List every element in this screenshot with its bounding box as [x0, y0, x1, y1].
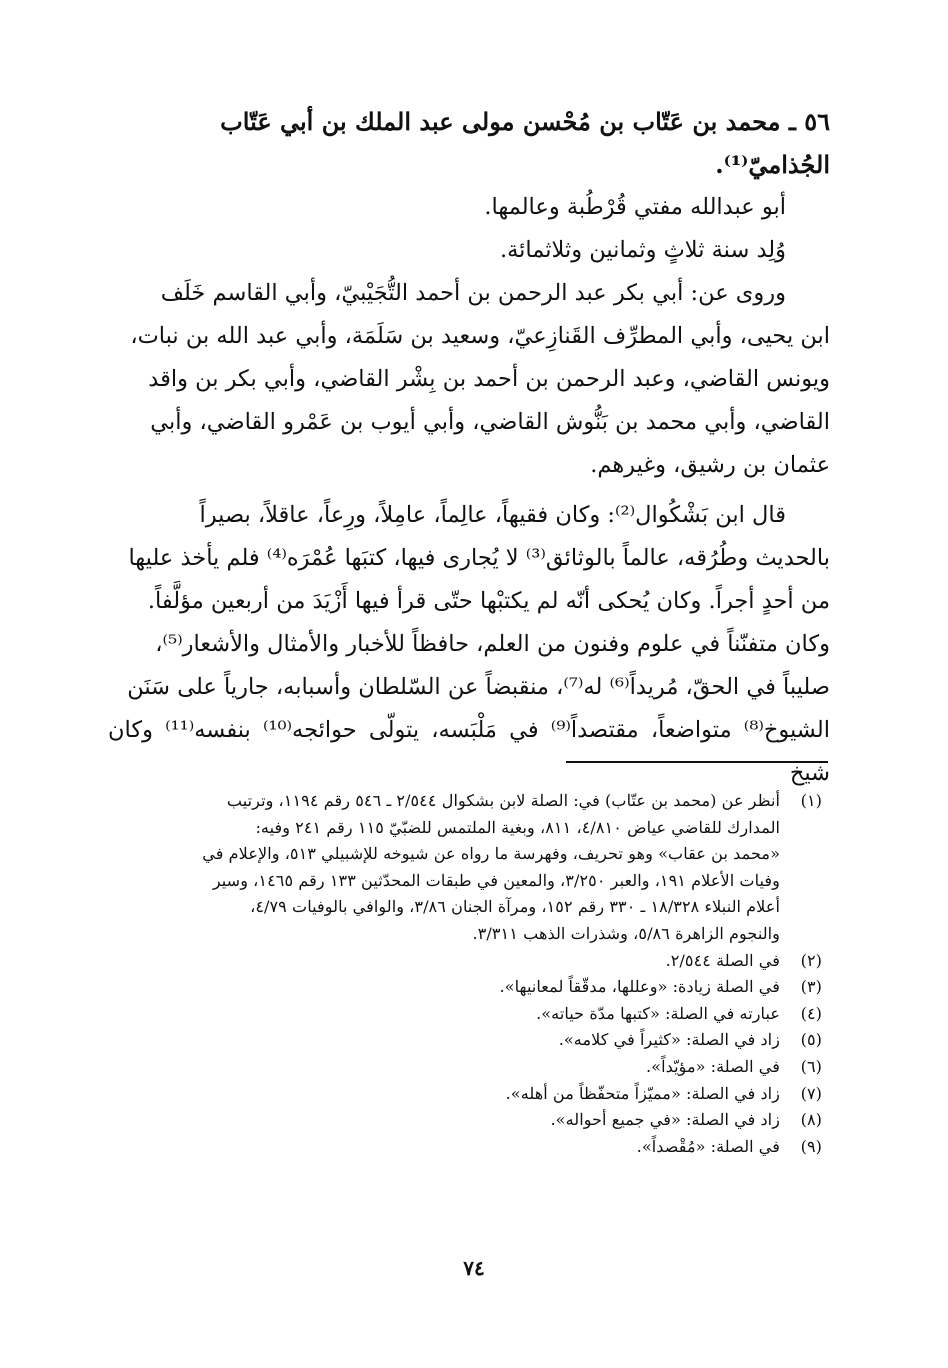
footnote-text: في الصلة: «مُقْصداً». [636, 1136, 780, 1156]
footnote-number: (٣) [800, 977, 822, 997]
ibn-bashkuwal-line-2: بالحديث وطُرُقه، عالماً بالوثائق⁽³⁾ لا يُجارى فيها، كتبَها عُمْرَه⁽⁴⁾ فلم يأخذ عليها [128, 545, 830, 571]
ibn-bashkuwal-line-1: قال ابن بَشْكُوال⁽²⁾: وكان فقيهاً، عالِماً، عامِلاً، ورِعاً، عاقلاً، بصيراً [199, 502, 786, 528]
narrated-from-line-4: القاضي، وأبي محمد بن بَنُّوش القاضي، وأبي أيوب بن عَمْرو القاضي، وأبي [150, 409, 830, 435]
footnote-line: وفيات الأعلام ١٩١، والعبر ٣/٢٥٠، والمعين في طبقات المحدّثين ١٣٣ رقم ١٤٦٥، وسير [212, 870, 780, 890]
narrated-from-line-5: عثمان بن رشيق، وغيرهم. [590, 452, 830, 478]
footnote-text: زاد في الصلة: «كثيراً في كلامه». [558, 1030, 780, 1050]
footnote-1 [108, 788, 830, 948]
footnote-line: أنظر عن (محمد بن عتّاب) في: الصلة لابن بشكوال ٢/٥٤٤ ـ ٥٤٦ رقم ١١٩٤، وترتيب [226, 791, 780, 810]
footnote-line: أعلام النبلاء ١٨/٣٢٨ ـ ٣٣٠ رقم ١٥٢، ومرآة الجنان ٣/٨٦، والوافي بالوفيات ٤/٧٩، [250, 897, 780, 917]
footnote-number: (٦) [800, 1056, 822, 1076]
ibn-bashkuwal-line-3: من أحدٍ أجراً. وكان يُحكى أنّه لم يكتبْها حتّى قرأ فيها أَزْيَدَ من أربعين مؤلَّفاً. [147, 588, 830, 614]
footnote-number: (٤) [800, 1003, 822, 1023]
entry-heading-line-2: الجُذاميّ⁽¹⁾. [715, 150, 830, 179]
footnote-text: في الصلة: «مؤيّداً». [646, 1056, 780, 1076]
footnote-text: زاد في الصلة: «مميّزاً متحفّظاً من أهله». [505, 1083, 780, 1103]
page-number: ٧٤ [463, 1256, 485, 1280]
entry-heading-line-1: ٥٦ ـ محمد بن عَتّاب بن مُحْسن مولى عبد الملك بن أبي عَتّاب [220, 107, 830, 136]
footnote-number: (٩) [800, 1136, 822, 1156]
footnote-2 [108, 948, 830, 975]
ibn-bashkuwal-line-6: الشيوخ⁽⁸⁾ متواضعاً، مقتصداً⁽⁹⁾ في مَلْبَسه، يتولّى حوائجه⁽¹⁰⁾ بنفسه⁽¹¹⁾ وكان شيخ [108, 717, 830, 786]
footnote-number: (١) [800, 791, 822, 810]
narrated-from-line-1: وروى عن: أبي بكر عبد الرحمن بن أحمد التُّجَيْبيّ، وأبي القاسم خَلَف [160, 280, 786, 306]
footnote-line: المدارك للقاضي عياض ٤/٨١٠، ٨١١، وبغية الملتمس للضبّيّ ١١٥ رقم ٢٤١ وفيه: [255, 817, 780, 837]
footnote-text: زاد في الصلة: «في جميع أحواله». [550, 1110, 780, 1130]
footnotes [108, 788, 830, 1160]
footnote-line: «محمد بن عقاب» وهو تحريف، وفهرسة ما رواه عن شيوخه للإشبيلي ٥١٣، والإعلام في [202, 844, 780, 864]
footnote-3 [108, 974, 830, 1001]
footnote-number: (٧) [800, 1083, 822, 1103]
footnote-number: (٢) [800, 950, 822, 970]
narrated-from-line-3: ويونس القاضي، وعبد الرحمن بن أحمد بن بِشْر القاضي، وأبي بكر بن واقد [148, 366, 830, 392]
footnote-line: والنجوم الزاهرة ٥/٨٦، وشذرات الذهب ٣/٣١١. [472, 923, 780, 943]
ibn-bashkuwal-line-4: وكان متفنّناً في علوم وفنون من العلم، حافظاً للأخبار والأمثال والأشعار⁽⁵⁾، [155, 631, 830, 657]
footnote-text: في الصلة ٢/٥٤٤. [665, 950, 780, 970]
footnote-8 [108, 1107, 830, 1134]
kunya-line: أبو عبدالله مفتي قُرْطُبة وعالمها. [484, 194, 786, 220]
footnote-6 [108, 1054, 830, 1081]
footnote-9 [108, 1134, 830, 1161]
footnote-divider [566, 761, 828, 763]
narrated-from-line-2: ابن يحيى، وأبي المطرِّف القَنازِعيّ، وسعيد بن سَلَمَة، وأبي عبد الله بن نبات، [130, 323, 830, 349]
footnote-text: عبارته في الصلة: «كتبها مدّة حياته». [536, 1003, 780, 1023]
footnote-7 [108, 1081, 830, 1108]
footnote-number: (٨) [800, 1110, 822, 1130]
footnote-text: في الصلة زيادة: «وعللها، مدقّقاً لمعانيها». [499, 977, 780, 997]
birth-line: وُلِد سنة ثلاثٍ وثمانين وثلاثمائة. [499, 237, 786, 263]
ibn-bashkuwal-line-5: صليباً في الحقّ، مُريداً⁽⁶⁾ له⁽⁷⁾، منقبضاً عن السّلطان وأسبابه، جارياً على سَنَن [127, 674, 830, 700]
main-text [108, 100, 830, 795]
footnote-5 [108, 1027, 830, 1054]
footnote-4 [108, 1001, 830, 1028]
footnote-number: (٥) [800, 1030, 822, 1050]
footnote-text [108, 788, 780, 948]
